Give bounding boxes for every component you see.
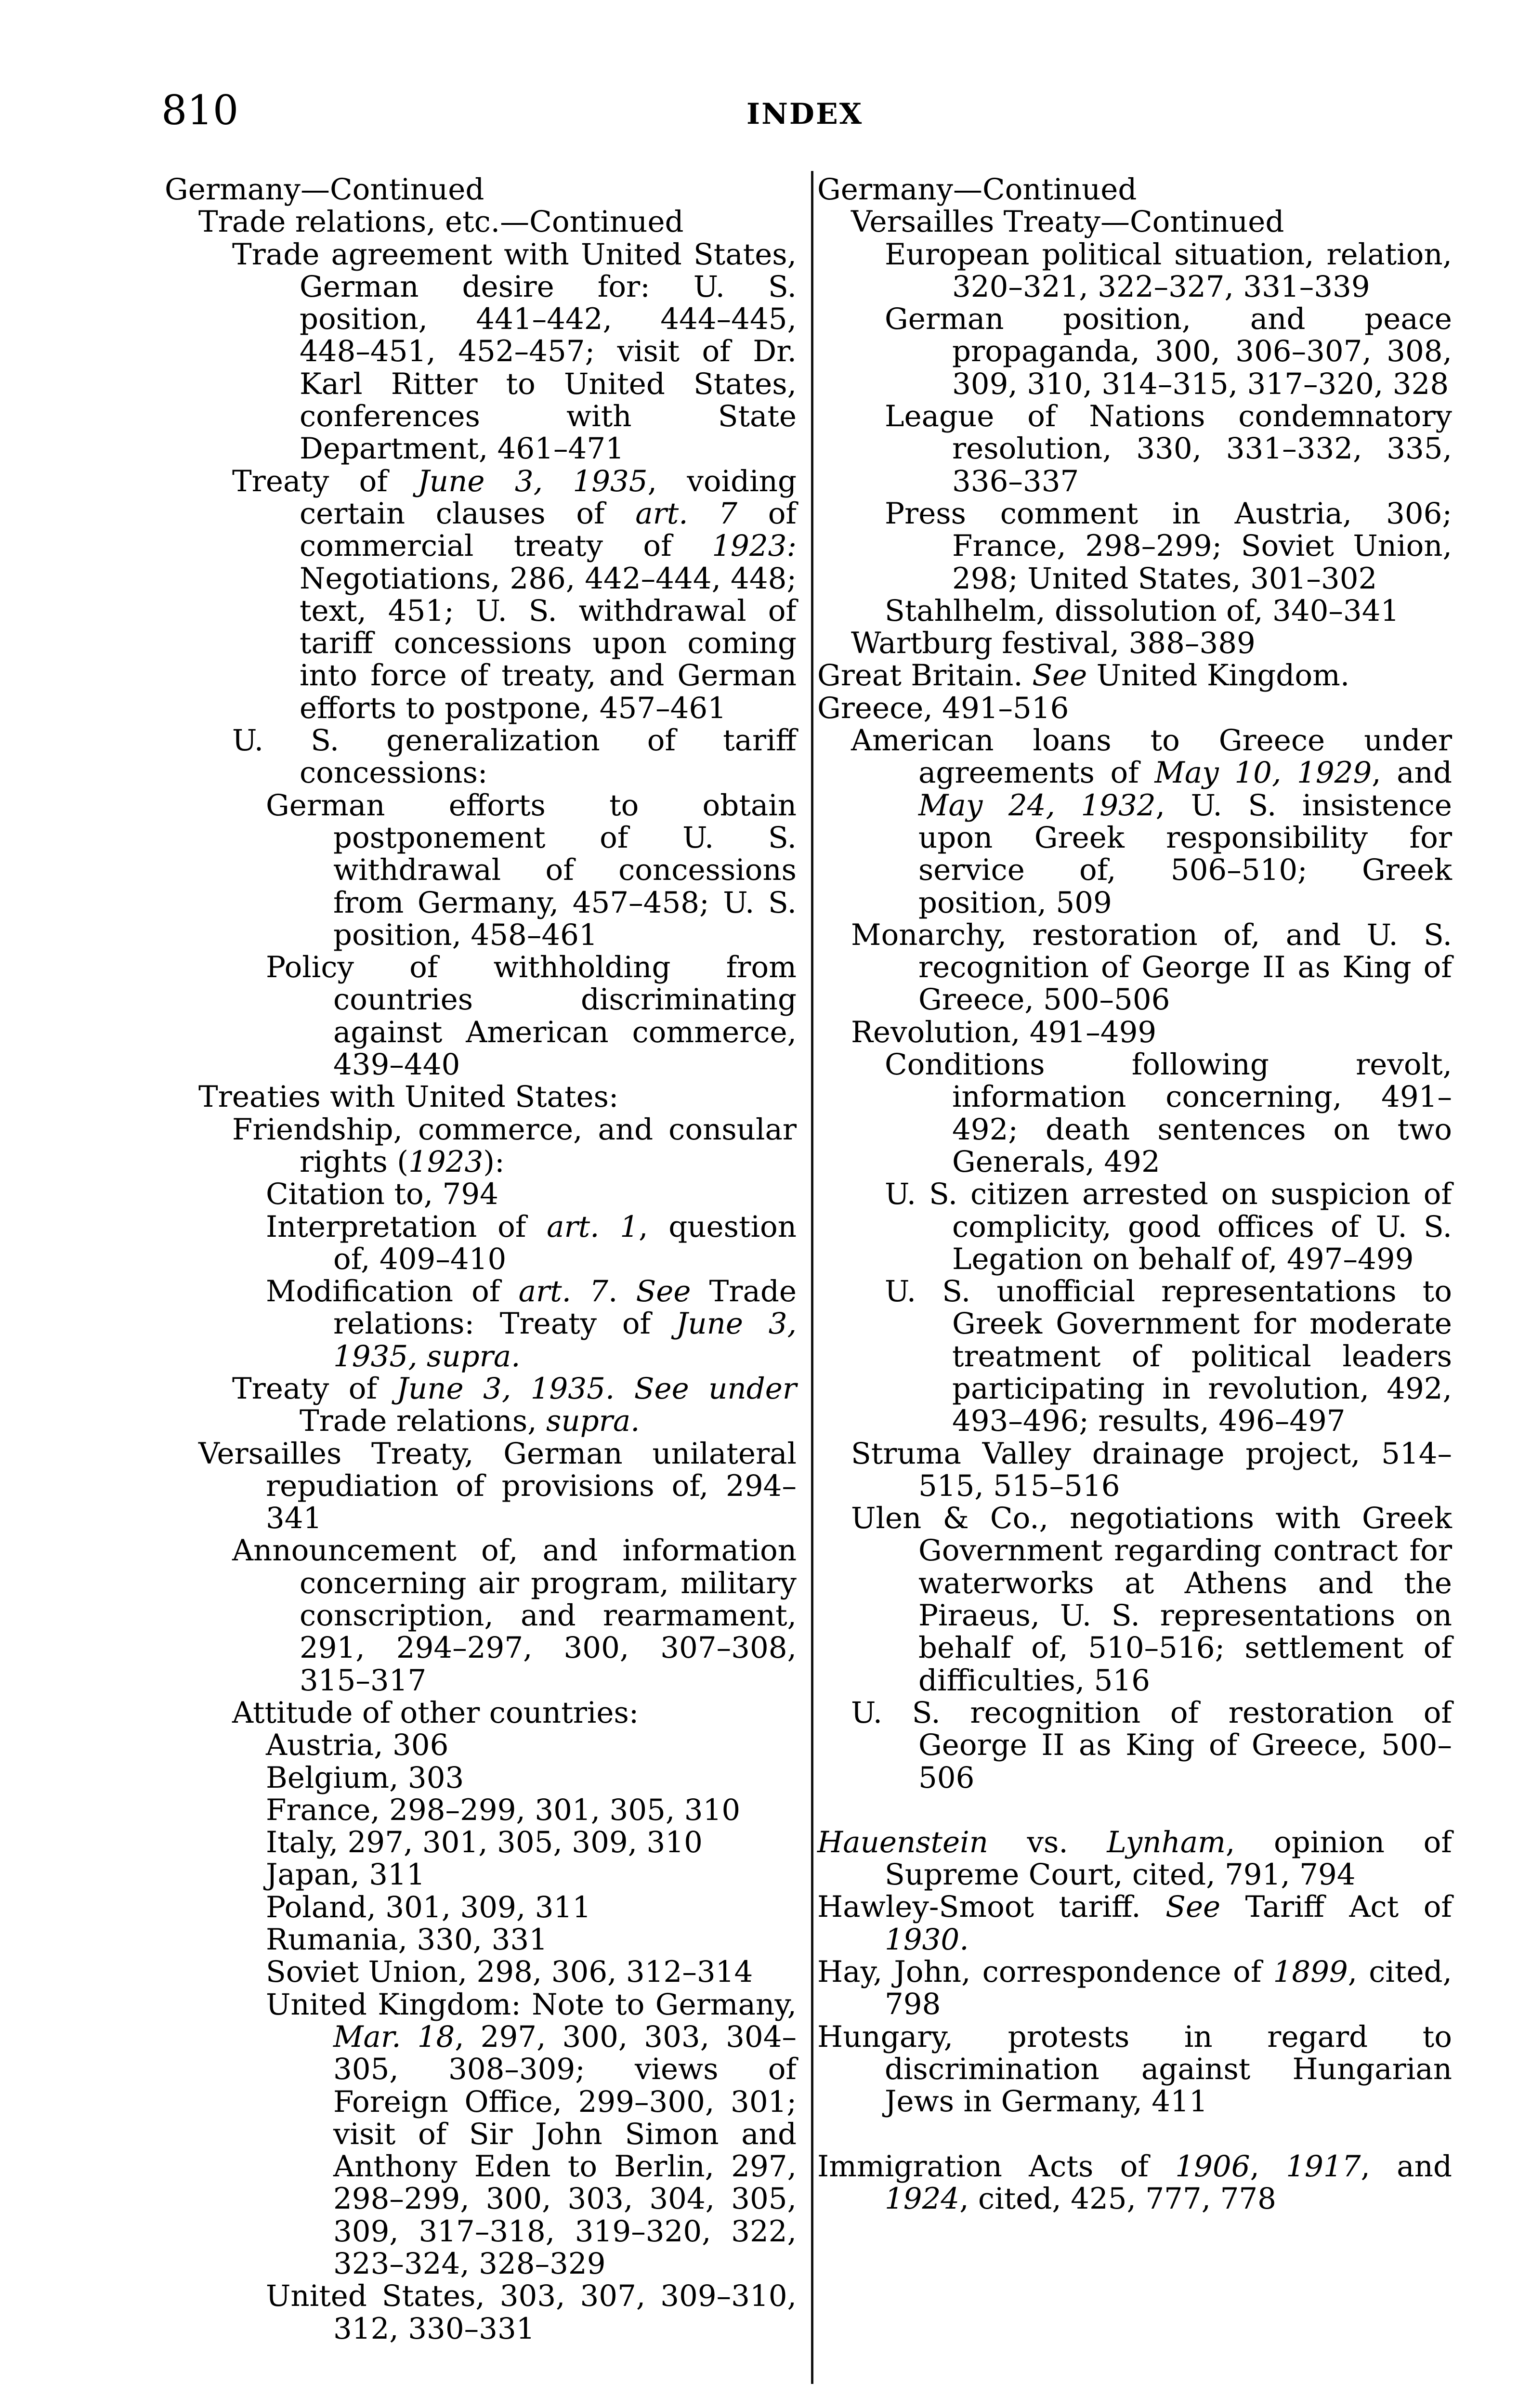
index-entry: Struma Valley drainage project, 514–515, 515–516	[851, 1436, 1452, 1503]
index-entry: Treaty of June 3, 1935, voiding certain clauses of art. 7 of commercial treaty of 1923: Negotiations, 286, 442–444, 448; text, 451; U. S. withdrawal of tariff concessions upon coming into force of treaty, and German efforts to postpone, 457–461	[232, 464, 797, 725]
index-entry: Friendship, commerce, and consular rights (1923):	[232, 1112, 797, 1179]
index-entry: American loans to Greece under agreements of May 10, 1929, and May 24, 1932, U. S. insistence upon Greek responsibility for service of, 506–510; Greek position, 509	[851, 723, 1453, 920]
index-entry: U. S. recognition of restoration of George II as King of Greece, 500–506	[851, 1695, 1452, 1795]
index-entry: Hawley-Smoot tariff. See Tariff Act of 1930.	[817, 1890, 1453, 1957]
index-entry: U. S. unofficial representations to Greek Government for moderate treatment of political leaders participating in revolution, 492, 493–496; results, 496–497	[885, 1274, 1452, 1439]
index-entry: Great Britain. See United Kingdom.	[817, 658, 1350, 693]
index-entry: U. S. citizen arrested on suspicion of complicity, good offices of U. S. Legation on behalf of, 497–499	[885, 1177, 1452, 1276]
index-entry: Poland, 301, 309, 311	[266, 1890, 591, 1924]
index-entry: Treaty of June 3, 1935. See under Trade relations, supra.	[232, 1371, 797, 1439]
index-entry: Hungary, protests in regard to discrimination against Hungarian Jews in Germany, 411	[817, 2019, 1452, 2119]
page-number: 810	[161, 87, 239, 134]
entry-gap	[817, 2118, 1452, 2150]
index-entry: Wartburg festival, 388–389	[851, 626, 1256, 661]
index-entry: Policy of withholding from countries discriminating against American commerce, 439–440	[266, 950, 797, 1082]
index-entry: United Kingdom: Note to Germany, Mar. 18, 297, 300, 303, 304–305, 308–309; views of Foreign Office, 299–300, 301; visit of Sir John Simon and Anthony Eden to Berlin, 297, 298–299, 300, 303, 304, 305, 309, 317–318, 319–320, 322, 323–324, 328–329	[266, 1987, 797, 2281]
index-entry: Italy, 297, 301, 305, 309, 310	[266, 1825, 703, 1860]
index-entry: Conditions following revolt, information concerning, 491–492; death sentences on two Generals, 492	[885, 1047, 1452, 1179]
index-entry: Greece, 491–516	[817, 691, 1069, 725]
index-entry: Modification of art. 7. See Trade relations: Treaty of June 3, 1935, supra.	[266, 1274, 797, 1374]
index-entry: Versailles Treaty, German unilateral repudiation of provisions of, 294–341	[198, 1436, 797, 1536]
index-entry: Soviet Union, 298, 306, 312–314	[266, 1955, 753, 1989]
running-head: INDEX	[746, 97, 864, 131]
index-entry: Announcement of, and information concerning air program, military conscription, and rearmament, 291, 294–297, 300, 307–308, 315–317	[232, 1533, 797, 1698]
index-entry: Citation to, 794	[266, 1177, 498, 1212]
index-column-right	[817, 173, 1452, 2215]
index-entry: Versailles Treaty—Continued	[851, 205, 1284, 239]
index-entry: Stahlhelm, dissolution of, 340–341	[885, 593, 1400, 628]
index-entry: German efforts to obtain postponement of U. S. withdrawal of concessions from Germany, 457–458; U. S. position, 458–461	[266, 788, 797, 952]
index-entry: Hauenstein vs. Lynham, opinion of Supreme Court, cited, 791, 794	[817, 1825, 1452, 1892]
index-entry: Interpretation of art. 1, question of, 409–410	[266, 1209, 797, 1276]
entry-gap	[817, 1794, 1452, 1826]
index-entry: Monarchy, restoration of, and U. S. recognition of George II as King of Greece, 500–506	[851, 917, 1452, 1017]
index-entry: Revolution, 491–499	[851, 1015, 1157, 1049]
index-entry: Germany—Continued	[165, 172, 484, 207]
index-entry: Belgium, 303	[266, 1760, 464, 1795]
index-entry: Austria, 306	[266, 1728, 449, 1763]
index-entry: Germany—Continued	[817, 172, 1137, 207]
index-entry: Immigration Acts of 1906, 1917, and 1924, cited, 425, 777, 778	[817, 2149, 1452, 2216]
index-entry: Ulen & Co., negotiations with Greek Government regarding contract for waterworks at Athens and the Piraeus, U. S. representations on behalf of, 510–516; settlement of difficulties, 516	[851, 1501, 1452, 1698]
column-divider	[811, 171, 813, 2384]
index-entry: United States, 303, 307, 309–310, 312, 330–331	[266, 2279, 797, 2346]
index-entry: Treaties with United States:	[198, 1080, 619, 1114]
index-entry: U. S. generalization of tariff concessions:	[232, 723, 797, 790]
index-entry: German position, and peace propaganda, 300, 306–307, 308, 309, 310, 314–315, 317–320, 328	[885, 302, 1452, 401]
index-entry: Trade agreement with United States, German desire for: U. S. position, 441–442, 444–445, 448–451, 452–457; visit of Dr. Karl Ritter to United States, conferences with State Department, 461–471	[232, 237, 797, 466]
index-entry: Japan, 311	[266, 1858, 425, 1892]
page-header	[161, 87, 1462, 140]
index-entry: Rumania, 330, 331	[266, 1923, 548, 1957]
index-entry: League of Nations condemnatory resolution, 330, 331–332, 335, 336–337	[885, 399, 1452, 498]
index-entry: Trade relations, etc.—Continued	[198, 205, 684, 239]
index-entry: Hay, John, correspondence of 1899, cited, 798	[817, 1955, 1452, 2022]
index-entry: France, 298–299, 301, 305, 310	[266, 1793, 741, 1827]
index-entry: Attitude of other countries:	[232, 1695, 639, 1730]
index-entry: Press comment in Austria, 306; France, 298–299; Soviet Union, 298; United States, 301–302	[885, 496, 1452, 596]
index-column-left	[165, 173, 797, 2345]
index-entry: European political situation, relation, 320–321, 322–327, 331–339	[885, 237, 1452, 304]
